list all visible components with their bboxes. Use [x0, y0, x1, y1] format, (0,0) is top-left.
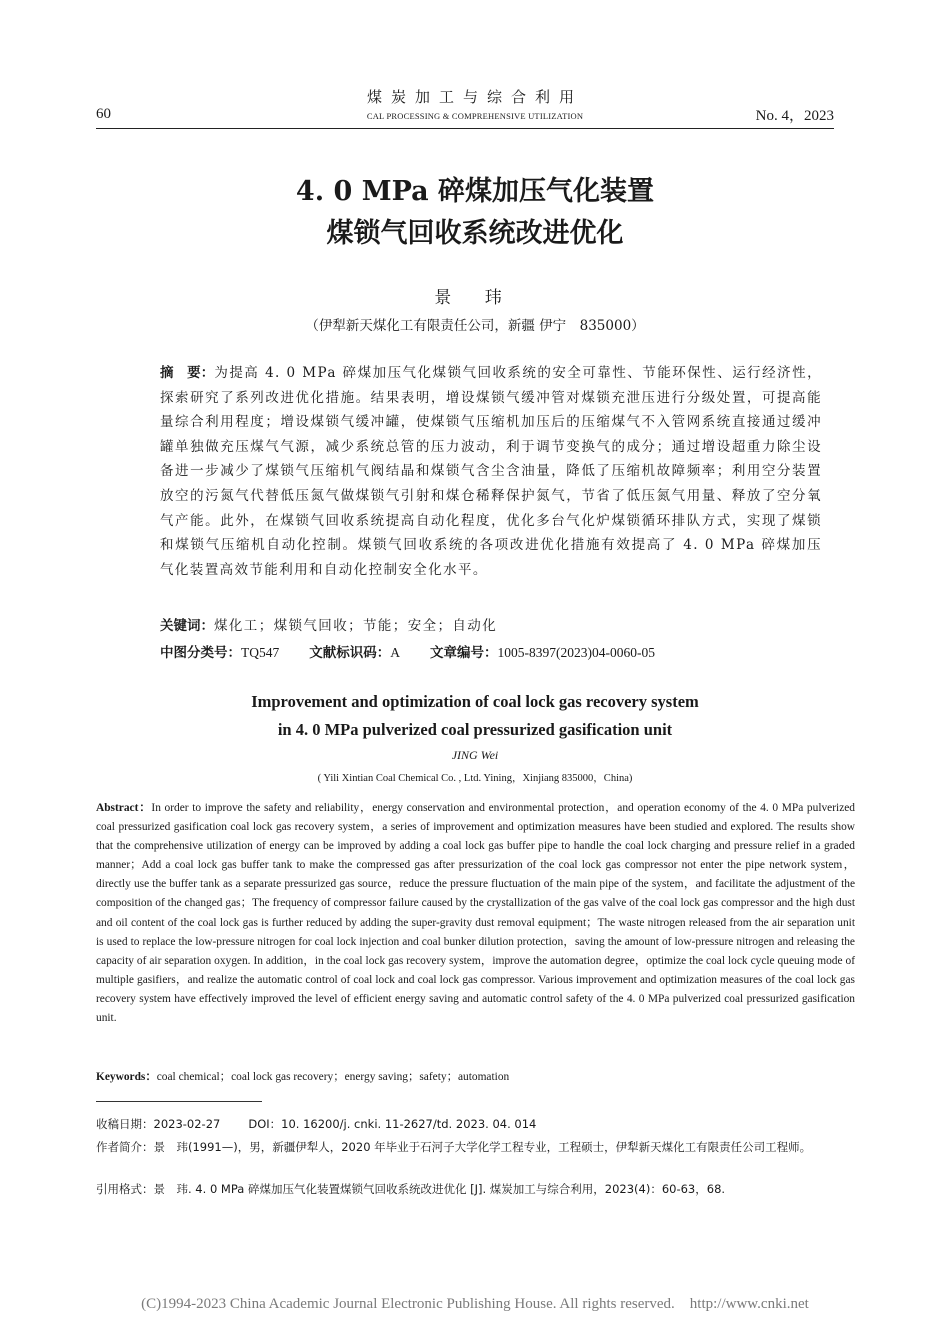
article-title-line-1: 4. 0 MPa 碎煤加压气化装置 [295, 176, 655, 207]
keywords-cn-label: 关键词： [160, 618, 214, 634]
author-bio-text: 景 玮(1991—)，男，新疆伊犁人，2020 年毕业于石河子大学化学工程专业，工程硕士，伊犁新天煤化工有限责任公司工程师。 [153, 1140, 812, 1154]
keywords-cn-text: 煤化工；煤锁气回收；节能；安全；自动化 [214, 618, 498, 634]
footnote-author [96, 1138, 858, 1157]
classification-row [160, 641, 655, 661]
doc-code-value: A [390, 645, 400, 660]
issue-number: No. 4，2023 [755, 108, 834, 124]
abstract-cn [160, 361, 822, 582]
clc-value: TQ547 [241, 645, 280, 660]
clc-label: 中图分类号： [160, 645, 241, 660]
citation-text: 景 玮. 4. 0 MPa 碎煤加压气化装置煤锁气回收系统改进优化 [J]. 煤炭加工与综合利用，2023(4)：60-63，68. [153, 1182, 726, 1196]
article-title-en-line-2: in 4. 0 MPa pulverized coal pressurized gasification unit [277, 720, 673, 739]
received-label: 收稿日期： [96, 1117, 154, 1131]
affiliation-en: ( Yili Xintian Coal Chemical Co. , Ltd. Yining，Xinjiang 835000，China) [317, 773, 633, 784]
doi-text: DOI：10. 16200/j. cnki. 11-2627/td. 2023. 04. 014 [248, 1117, 537, 1131]
keywords-cn [160, 614, 497, 634]
doc-code-label: 文献标识码： [309, 645, 391, 660]
affiliation-cn: （伊犁新天煤化工有限责任公司，新疆 伊宁 835000） [305, 318, 645, 334]
abstract-en-text: In order to improve the safety and reliability，energy conservation and environmental protection，and operation economy of the 4. 0 MPa pulverized coal pressurized gasification coal lock gas recovery system，a series of improvement and optimization measures have been studied and explored. The results show that the comprehensive utilization of energy can be improved by adding a coal lock gas buffer pipe to handle the coal lock charging and pressure relief in a graded manner；Add a coal lock gas buffer tank to make the compressed gas after pressurization of the coal lock gas compressor not enter the pipe network system，directly use the buffer tank as a separate pressurized gas source，reduce the pressure fluctuation of the main pipe of the system，and facilitate the adjustment of the composition of the changed gas；The frequency of compressor failure caused by the crystallization of the gas valve of the coal lock gas compressor and the high dust and oil content of the coal lock gas is further reduced by adding the super-gravity dust removal equipment；The waste nitrogen released from the air separation unit is used to replace the low-pressure nitrogen for coal lock injection and coal bunker dilution protection，saving the amount of low-pressure nitrogen and releasing the capacity of air separation oxygen. In addition，in the coal lock gas recovery system，improve the automation degree，optimize the coal lock cycle queuing mode of multiple gasifiers，and realize the automatic control of coal lock and coal lock gas compressor. Various improvement and optimization measures of the coal lock gas recovery system have effectively improved the level of efficient energy saving and automatic control safety of the 4. 0 MPa pulverized coal pressurized gasification unit. [96, 802, 855, 1025]
keywords-en-text: coal chemical；coal lock gas recovery；energy saving；safety；automation [156, 1071, 510, 1083]
article-number-label: 文章编号： [430, 645, 498, 660]
article-title-line-2: 煤锁气回收系统改进优化 [326, 218, 624, 249]
footnote-divider [96, 1101, 262, 1102]
abstract-cn-label: 摘 要： [160, 365, 215, 381]
abstract-cn-text: 为提高 4. 0 MPa 碎煤加压气化煤锁气回收系统的安全可靠性、节能环保性、运行经济性，探索研究了系列改进优化措施。结果表明，增设煤锁气缓冲管对煤锁充泄压进行分级处置，可提高能量综合利用程度；增设煤锁气缓冲罐，使煤锁气压缩机加压后的压缩煤气不入管网系统直接通过缓冲罐单独做充压煤气气源，减少系统总管的压力波动，利于调节变换气的成分；通过增设超重力除尘设备进一步减少了煤锁气压缩机气阀结晶和煤锁气含尘含油量，降低了压缩机故障频率；利用空分装置放空的污氮气代替低压氮气做煤锁气引射和煤仓稀释保护氮气，节省了低压氮气用量、释放了空分氧气产能。此外，在煤锁气回收系统提高自动化程度，优化多台气化炉煤锁循环排队方式，实现了煤锁和煤锁气压缩机自动化控制。煤锁气回收系统的各项改进优化措施有效提高了 4. 0 MPa 碎煤加压气化装置高效节能利用和自动化控制安全化水平。 [160, 365, 823, 578]
keywords-en [96, 1068, 509, 1084]
keywords-en-label: Keywords： [96, 1071, 157, 1083]
footnote-citation [96, 1180, 858, 1199]
header-divider [96, 128, 834, 129]
journal-title-en: CAL PROCESSING & COMPREHENSIVE UTILIZATION [366, 111, 584, 121]
received-value: 2023-02-27 [153, 1117, 221, 1131]
footnote-received [96, 1115, 858, 1134]
abstract-en [96, 799, 855, 1028]
author-cn: 景 玮 [434, 288, 516, 308]
copyright-notice: (C)1994-2023 China Academic Journal Electronic Publishing House. All rights reserved. http://www.cnki.net [141, 1296, 809, 1312]
citation-label: 引用格式： [96, 1182, 154, 1196]
page-number: 60 [96, 106, 111, 122]
author-bio-label: 作者简介： [96, 1140, 154, 1154]
article-number-value: 1005-8397(2023)04-0060-05 [497, 645, 655, 660]
journal-title-cn: 煤炭加工与综合利用 [366, 88, 583, 106]
author-en: JING Wei [451, 748, 499, 762]
article-title-en-line-1: Improvement and optimization of coal lock gas recovery system [251, 692, 699, 711]
abstract-en-label: Abstract： [96, 802, 152, 814]
